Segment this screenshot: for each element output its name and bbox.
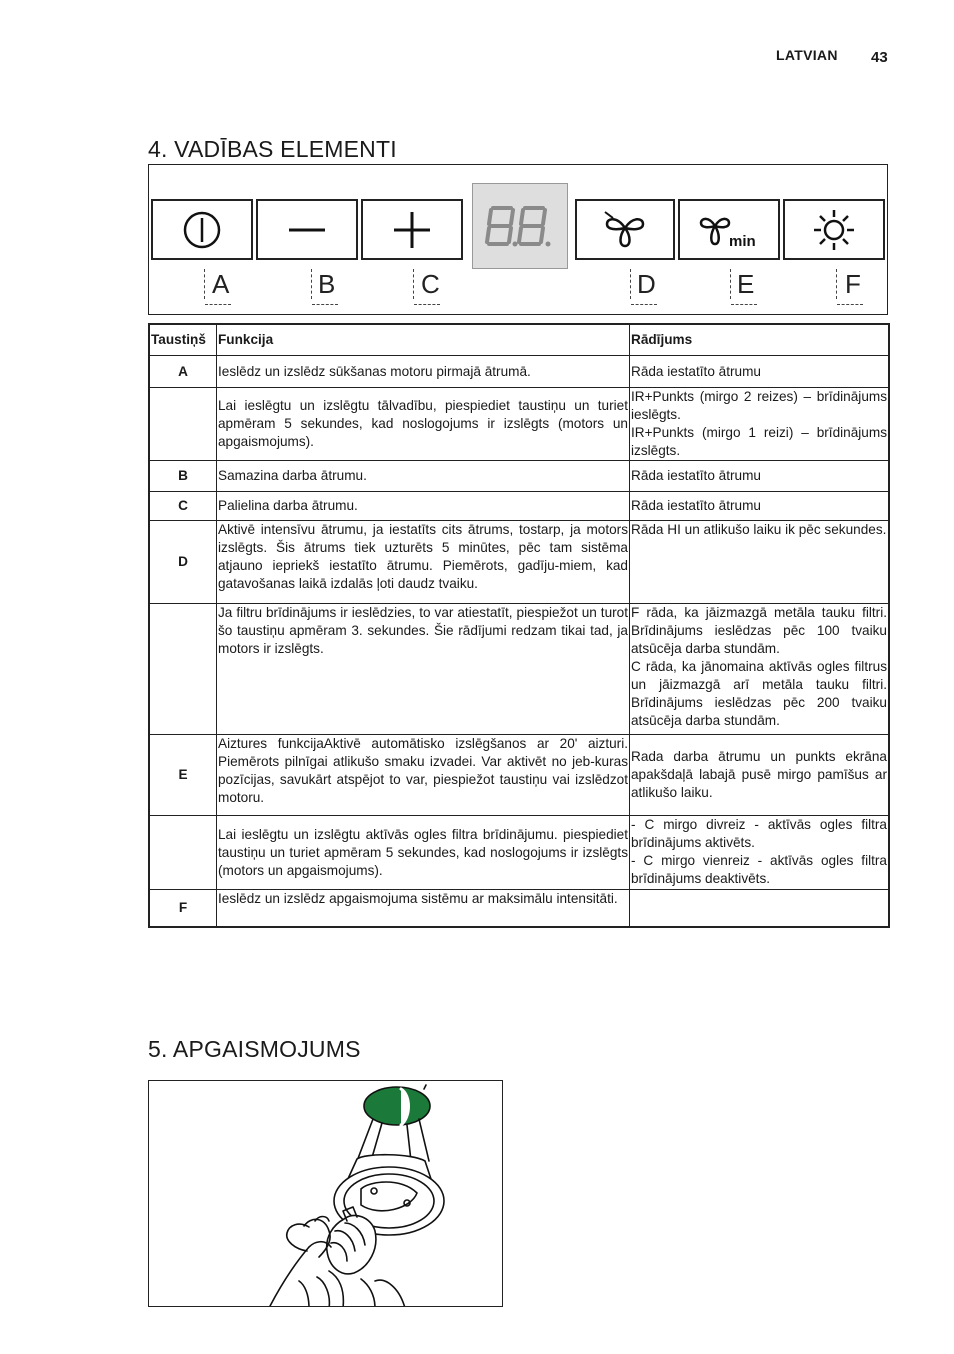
hand-bulb-drawing xyxy=(149,1081,503,1307)
row-key: B xyxy=(149,461,217,492)
callout-underline-f xyxy=(837,304,863,305)
row-display: Rada darba ātrumu un punkts ekrāna apakšdaļā labajā pusē mirgo pamīšus ar atlikušo laiku. xyxy=(630,735,890,816)
row-function: Ieslēdz un izslēdz sūkšanas motoru pirmajā ātrumā. xyxy=(217,356,630,388)
row-display: Rāda iestatīto ātrumu xyxy=(630,492,890,521)
row-function: Lai ieslēgtu un izslēgtu tālvadību, piespiediet taustiņu un turiet apmēram 5 sekundes, kad noslogojums ir izslēgts (motors un apgaismojums). xyxy=(217,388,630,461)
callout-line-a xyxy=(204,269,205,299)
letter-label-f: F xyxy=(845,269,861,299)
table-row xyxy=(149,816,889,890)
callout-line-f xyxy=(836,269,837,299)
letter-label-c: C xyxy=(421,269,440,299)
table-row xyxy=(149,388,889,461)
fan-min-icon xyxy=(697,210,761,250)
callout-line-d xyxy=(630,269,631,299)
plus-icon xyxy=(392,210,432,250)
callout-underline-e xyxy=(731,304,757,305)
row-function: Aiztures funkcijaAktivē automātisko izslēgšanos ar 20' aizturi. Piemērots pilnīgai atlikušo smaku izvadei. Var aktivēt no jeb-kuras pozīcijas, savukārt atspējot to var, piespiežot taustiņu vai izslēdzot motoru. xyxy=(217,735,630,816)
row-function: Aktivē intensīvu ātrumu, ja iestatīts cits ātrums, tostarp, ja motors izslēgts. Šis ātrums tiek uzturēts 5 minūtes, pēc tam sistēma atjauno iepriekš iestatīto ātrumu. Piemērots, gadīju-miem, kad gatavošanas laikā izdalās ļoti daudz tvaiku. xyxy=(217,521,630,604)
table-row xyxy=(149,604,889,735)
row-display: Rāda iestatīto ātrumu xyxy=(630,356,890,388)
digit-display xyxy=(472,183,568,269)
letter-label-b: B xyxy=(318,269,336,299)
row-display: IR+Punkts (mirgo 2 reizes) – brīdinājums ieslēgts. IR+Punkts (mirgo 1 reizi) – brīdinājums izslēgts. xyxy=(630,388,890,461)
table-row xyxy=(149,890,889,927)
row-function: Palielina darba ātrumu. xyxy=(217,492,630,521)
control-panel-diagram xyxy=(148,164,888,315)
row-display xyxy=(630,890,890,927)
row-key xyxy=(149,388,217,461)
row-key: C xyxy=(149,492,217,521)
header-language: LATVIAN xyxy=(776,47,838,63)
letter-label-d: D xyxy=(637,269,656,299)
callout-underline-a xyxy=(205,304,231,305)
segment-display-icon xyxy=(485,204,555,248)
table-row xyxy=(149,492,889,521)
row-function: Ieslēdz un izslēdz apgaismojuma sistēmu ar maksimālu intensitāti. xyxy=(217,890,630,927)
lamp-replacement-illustration xyxy=(148,1080,503,1307)
row-display: Rāda HI un atlikušo laiku ik pēc sekundes. xyxy=(630,521,890,604)
callout-underline-d xyxy=(631,304,657,305)
callout-underline-c xyxy=(414,304,440,305)
row-function: Lai ieslēgtu un izslēgtu aktīvās ogles filtra brīdinājumu. piespiediet taustiņu un turiet apmēram 5 sekundes, kad noslogojums ir izslēgts (motors un apgaismojums). xyxy=(217,816,630,890)
callout-line-b xyxy=(311,269,312,299)
row-display: F rāda, ka jāizmazgā metāla tauku filtri. Brīdinājums ieslēdzas pēc 100 tvaiku atsūcēja darba stundām. C rāda, ka jānomaina aktīvās ogles filtrus un jāizmazgā arī metāla tauku filtri. Brīdinājums ieslēdzas pēc 200 tvaiku atsūcēja darba stundām. xyxy=(630,604,890,735)
row-key: D xyxy=(149,521,217,604)
row-key: A xyxy=(149,356,217,388)
row-key xyxy=(149,816,217,890)
callout-line-c xyxy=(413,269,414,299)
column-header-display: Rādījums xyxy=(630,324,890,356)
table-row xyxy=(149,356,889,388)
row-key xyxy=(149,604,217,735)
letter-label-a: A xyxy=(212,269,230,299)
min-label: min xyxy=(729,232,756,250)
section-5-title: 5. APGAISMOJUMS xyxy=(148,1036,361,1062)
letter-label-e: E xyxy=(737,269,755,299)
callout-underline-b xyxy=(312,304,338,305)
callout-line-e xyxy=(730,269,731,299)
table-row xyxy=(149,461,889,492)
functions-table xyxy=(148,323,890,928)
button-c-plus[interactable] xyxy=(361,199,463,260)
row-display: - C mirgo divreiz - aktīvās ogles filtra brīdinājums aktivēts. - C mirgo vienreiz - aktīvās ogles filtra brīdinājums deaktivēts. xyxy=(630,816,890,890)
row-display: Rāda iestatīto ātrumu xyxy=(630,461,890,492)
minus-icon xyxy=(287,225,327,235)
light-icon xyxy=(812,208,856,252)
button-f-light[interactable] xyxy=(783,199,885,260)
table-row xyxy=(149,735,889,816)
button-e-delay[interactable] xyxy=(678,199,780,260)
button-a-power[interactable] xyxy=(151,199,253,260)
table-row xyxy=(149,521,889,604)
row-function: Samazina darba ātrumu. xyxy=(217,461,630,492)
button-b-minus[interactable] xyxy=(256,199,358,260)
row-key: F xyxy=(149,890,217,927)
table-header-row xyxy=(149,324,889,356)
page-number: 43 xyxy=(871,49,888,66)
row-function: Ja filtru brīdinājums ir ieslēdzies, to var atiestatīt, piespiežot un turot šo taustiņu apmēram 3. sekundes. Šie rādījumi redzam tikai tad, ja motors ir izslēgts. xyxy=(217,604,630,735)
button-d-intensive[interactable] xyxy=(575,199,675,260)
column-header-function: Funkcija xyxy=(217,324,630,356)
fan-icon xyxy=(603,210,647,250)
column-header-key: Taustiņš xyxy=(149,324,217,356)
section-4-title: 4. VADĪBAS ELEMENTI xyxy=(148,136,397,162)
power-icon xyxy=(182,210,222,250)
row-key: E xyxy=(149,735,217,816)
